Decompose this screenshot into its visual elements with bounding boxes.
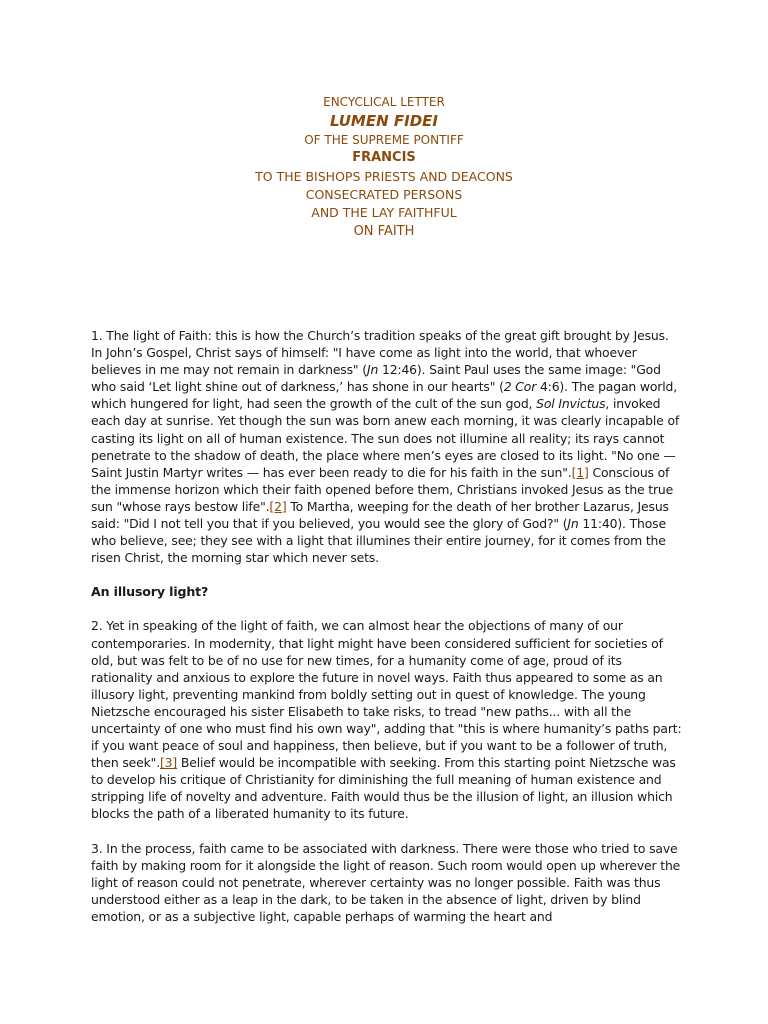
paragraph-text: , invoked each day at sunrise. Yet though the sun was born anew each morning, it was clearly incapable of casting its light on all of human existence. The sun does not illumine all reality; its rays cannot penetrate to the shadow of death, the place where men’s eyes are closed to its light. "No one — Saint Justin Martyr writes — has ever been ready to die for his faith in the sun". — [91, 396, 680, 480]
paragraph-2 — [91, 617, 683, 822]
paragraph-text: To Martha, weeping for the death of her brother Lazarus, Jesus said: "Did I not tell you that if you believed, you would see the glory of God?" ( — [91, 498, 669, 532]
paragraph-text: 4:6). The pagan world, which hungered for light, had seen the growth of the cult of the sun god, — [91, 379, 678, 412]
heading-supreme-pontiff: OF THE SUPREME PONTIFF — [304, 133, 464, 147]
paragraph-text: 1. The light of Faith: this is how the Church’s tradition speaks of the great gift brought by Jesus. In John’s Gospel, Christ says of himself: "I have come as light into the world, that whoever believes in me may not remain in darkness" ( — [91, 328, 669, 378]
footnote-link-3[interactable]: [3] — [160, 755, 178, 771]
document-heading — [0, 94, 768, 242]
heading-author: FRANCIS — [352, 150, 416, 165]
footnote-link-1[interactable]: [1] — [571, 464, 589, 480]
paragraph-1 — [91, 327, 683, 566]
paragraph-text: 12:46). Saint Paul uses the same image: "God who said ‘Let light shine out of darkness,’ has shone in our hearts" ( — [91, 362, 661, 395]
citation-book: 2 Cor — [503, 379, 537, 395]
heading-title: LUMEN FIDEI — [330, 112, 438, 130]
paragraph-3 — [91, 840, 683, 925]
paragraph-text: 11:40). Those who believe, see; they see with a light that illumines their entire journey, for it comes from the risen Christ, the morning star which never sets. — [91, 516, 666, 566]
footnote-link-2[interactable]: [2] — [269, 498, 287, 514]
italic-term: Sol Invictus — [536, 396, 606, 412]
heading-addressees-1: TO THE BISHOPS PRIESTS AND DEACONS — [255, 169, 513, 184]
paragraph-text: Belief would be incompatible with seeking. From this starting point Nietzsche was to develop his critique of Christianity for diminishing the full meaning of human existence and stripping life of novelty and adventure. Faith would thus be the illusion of light, an illusion which blocks the path of a liberated humanity to its future. — [91, 755, 676, 822]
paragraph-text: 2. Yet in speaking of the light of faith, we can almost hear the objections of many of our contemporaries. In modernity, that light might have been considered sufficient for societies of old, but was felt to be of no use for new times, for a humanity come of age, proud of its rationality and anxious to explore the future in novel ways. Faith thus appeared to some as an illusory light, preventing mankind from boldly setting out in quest of knowledge. The young Nietzsche encouraged his sister Elisabeth to take risks, to tread "new paths... with all the uncertainty of one who must find his own way", adding that "this is where humanity’s paths part: if you want peace of soul and happiness, then believe, but if you want to be a follower of truth, then seek". — [91, 618, 682, 771]
document-body — [91, 327, 683, 942]
citation-book: Jn — [567, 516, 579, 532]
paragraph-text: Conscious of the immense horizon which their faith opened before them, Christians invoked Jesus as the true sun "whose rays bestow life". — [91, 464, 674, 514]
paragraph-text: 3. In the process, faith came to be associated with darkness. There were those who tried to save faith by making room for it alongside the light of reason. Such room would open up wherever the light of reason could not penetrate, wherever certainty was no longer possible. Faith was thus understood either as a leap in the dark, to be taken in the absence of light, driven by blind emotion, or as a subjective light, capable perhaps of warming the heart and — [91, 840, 681, 924]
heading-encyclical-letter: ENCYCLICAL LETTER — [323, 95, 445, 109]
section-subheading: An illusory light? — [91, 584, 209, 600]
heading-addressees-3: AND THE LAY FAITHFUL — [311, 205, 457, 220]
heading-addressees-2: CONSECRATED PERSONS — [305, 187, 463, 202]
heading-subject: ON FAITH — [353, 224, 415, 239]
citation-book: Jn — [366, 362, 379, 378]
